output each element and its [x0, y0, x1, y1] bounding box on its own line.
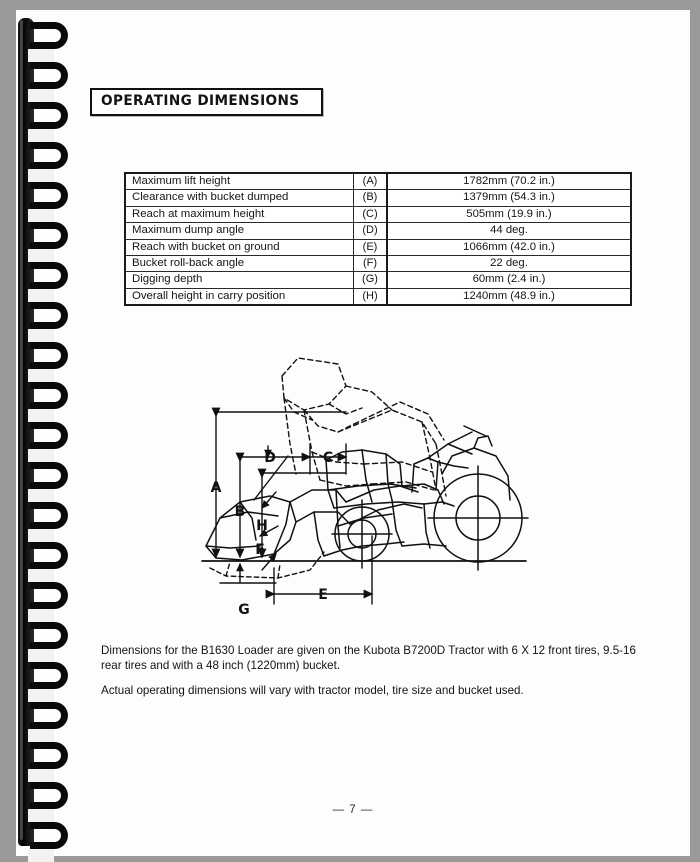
- dimension-ref: (E): [354, 239, 388, 255]
- binding-tooth: [30, 502, 68, 529]
- raised-loader-arm-dashed: [284, 398, 446, 496]
- dimension-label: Reach with bucket on ground: [125, 239, 354, 255]
- binding-tooth: [30, 302, 68, 329]
- binding-tooth-gap: [28, 809, 54, 822]
- dimension-ref: (B): [354, 190, 388, 206]
- binding-tooth: [30, 742, 68, 769]
- binding-tooth: [30, 62, 68, 89]
- binding-tooth: [30, 342, 68, 369]
- binding-tooth: [30, 142, 68, 169]
- spiral-binding: [0, 0, 80, 856]
- dimension-value: 505mm (19.9 in.): [387, 206, 631, 222]
- binding-tooth-gap: [28, 289, 54, 302]
- table-row: [125, 272, 631, 288]
- page-number: — 7 —: [332, 804, 374, 816]
- dimension-label: Maximum lift height: [125, 173, 354, 190]
- dimension-ref: (F): [354, 256, 388, 272]
- binding-tooth-gap: [28, 169, 54, 182]
- table-row: [125, 206, 631, 222]
- page-title: OPERATING DIMENSIONS: [101, 93, 300, 109]
- callout-G: G: [238, 602, 250, 618]
- operator-station: [412, 426, 486, 492]
- bucket-solid: [206, 496, 296, 560]
- binding-tooth-gap: [28, 209, 54, 222]
- table-row: [125, 288, 631, 305]
- binding-tooth-gap: [28, 769, 54, 782]
- binding-tooth: [30, 582, 68, 609]
- binding-tooth: [30, 662, 68, 689]
- callout-C: C: [322, 450, 334, 466]
- binding-tooth: [30, 822, 68, 849]
- table-row: [125, 190, 631, 206]
- binding-tooth: [30, 782, 68, 809]
- dimension-label: Overall height in carry position: [125, 288, 354, 305]
- binding-tooth: [30, 222, 68, 249]
- dimension-ref: (C): [354, 206, 388, 222]
- dimension-value: 1066mm (42.0 in.): [387, 239, 631, 255]
- binding-tooth-gap: [28, 529, 54, 542]
- dimension-label: Reach at maximum height: [125, 206, 354, 222]
- binding-tooth-gap: [28, 449, 54, 462]
- operating-dimensions-table: [124, 172, 632, 306]
- loader-dimension-diagram: [186, 340, 546, 620]
- dimension-ref: (D): [354, 223, 388, 239]
- binding-tooth-gap: [28, 329, 54, 342]
- dimension-value: 60mm (2.4 in.): [387, 272, 631, 288]
- front-wheel: [332, 500, 392, 568]
- table-row: [125, 239, 631, 255]
- dimension-label: Maximum dump angle: [125, 223, 354, 239]
- binding-tooth: [30, 702, 68, 729]
- dimension-value: 1240mm (48.9 in.): [387, 288, 631, 305]
- dimension-label: Clearance with bucket dumped: [125, 190, 354, 206]
- dimension-value: 1379mm (54.3 in.): [387, 190, 631, 206]
- callout-E: E: [318, 587, 328, 603]
- callout-H: H: [256, 518, 268, 534]
- note-paragraph-1: Dimensions for the B1630 Loader are given on the Kubota B7200D Tractor with 6 X 12 front tires, 9.5-16 rear tires and with a 48 inch (1220mm) bucket.: [101, 644, 636, 672]
- binding-tooth-gap: [28, 369, 54, 382]
- binding-tooth-gap: [28, 569, 54, 582]
- binding-tooth: [30, 22, 68, 49]
- binding-tooth: [30, 462, 68, 489]
- binding-tooth: [30, 542, 68, 569]
- dimension-value: 1782mm (70.2 in.): [387, 173, 631, 190]
- binding-tooth-gap: [28, 49, 54, 62]
- table-body: [125, 173, 631, 305]
- dimension-value: 44 deg.: [387, 223, 631, 239]
- callout-B: B: [234, 504, 246, 520]
- dimension-label: Digging depth: [125, 272, 354, 288]
- raised-bucket-dashed: [282, 358, 392, 432]
- dimension-ref: (A): [354, 173, 388, 190]
- callout-F: F: [255, 542, 265, 558]
- binding-tooth: [30, 422, 68, 449]
- manual-page: [16, 10, 690, 856]
- binding-tooth-gap: [28, 609, 54, 622]
- binding-tooth: [30, 622, 68, 649]
- binding-tooth-gap: [28, 249, 54, 262]
- binding-tooth-gap: [28, 409, 54, 422]
- table-row: [125, 173, 631, 190]
- callout-A: A: [210, 480, 222, 496]
- table-row: [125, 223, 631, 239]
- section-title-box: [90, 88, 323, 116]
- table-row: [125, 256, 631, 272]
- dimension-ref: (G): [354, 272, 388, 288]
- dimension-ref: (H): [354, 288, 388, 305]
- dimension-label: Bucket roll-back angle: [125, 256, 354, 272]
- binding-tooth-gap: [28, 489, 54, 502]
- binding-tooth-gap: [28, 689, 54, 702]
- note-paragraph-2: Actual operating dimensions will vary with tractor model, tire size and bucket used.: [101, 684, 524, 697]
- binding-tooth: [30, 102, 68, 129]
- binding-tooth-gap: [28, 89, 54, 102]
- binding-tooth-gap: [28, 649, 54, 662]
- binding-tooth-gap: [28, 129, 54, 142]
- binding-tooth: [30, 262, 68, 289]
- callout-D: D: [264, 450, 276, 466]
- binding-tooth-gap: [28, 729, 54, 742]
- binding-tooth: [30, 182, 68, 209]
- dimension-value: 22 deg.: [387, 256, 631, 272]
- binding-spine-highlight: [20, 20, 23, 840]
- binding-tooth: [30, 382, 68, 409]
